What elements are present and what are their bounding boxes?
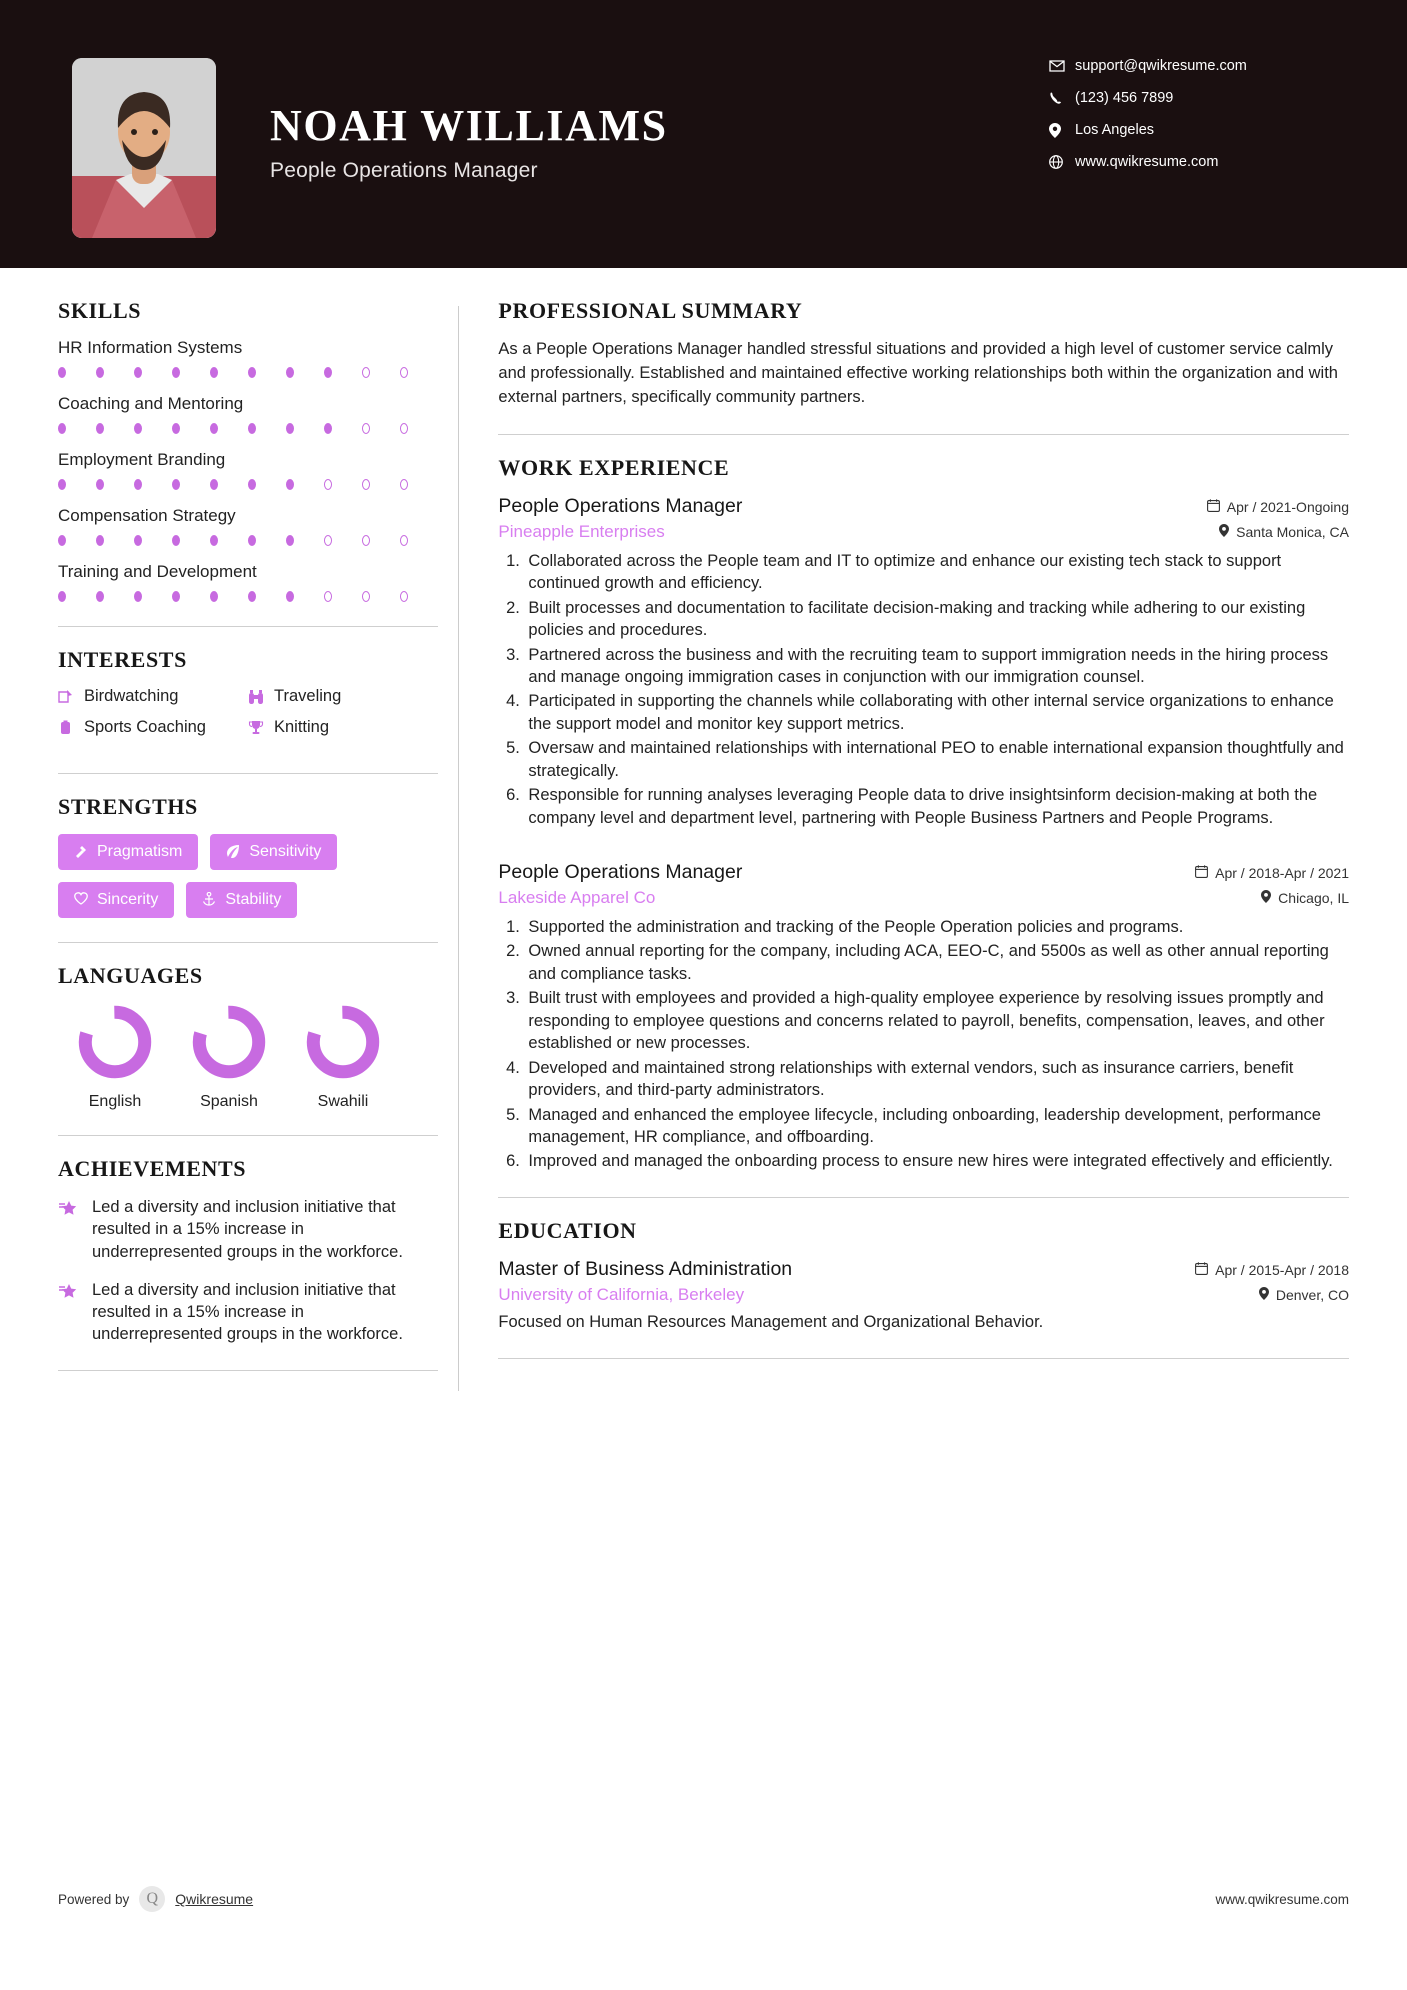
skill-rating (58, 591, 438, 602)
education-subheader (498, 1285, 1349, 1305)
divider (498, 434, 1349, 435)
rating-dot (248, 535, 256, 546)
location-pin-icon (1259, 1287, 1269, 1303)
whistle-icon (58, 720, 84, 736)
skill-item (58, 450, 438, 490)
education-dates (1195, 1262, 1349, 1278)
job-bullet: 6. Improved and managed the onboarding process to ensure new hires were integrated effectively and efficiently. (524, 1150, 1349, 1172)
interest-item (58, 718, 248, 737)
rating-dot (286, 591, 294, 602)
job-location-text: Santa Monica, CA (1236, 523, 1349, 540)
name-block (270, 100, 1049, 183)
rating-dot (210, 591, 218, 602)
rating-dot (248, 367, 256, 378)
job-subheader (498, 522, 1349, 542)
contact-list (1049, 58, 1349, 186)
interest-label: Traveling (274, 687, 342, 705)
achievement-text: Led a diversity and inclusion initiative that resulted in a 15% increase in underrepresented groups in the workforce. (92, 1198, 403, 1261)
rating-dot (172, 423, 180, 434)
skill-rating (58, 367, 438, 378)
footer-website: www.qwikresume.com (1215, 1891, 1349, 1907)
job-title: People Operations Manager (498, 861, 743, 884)
job-header (498, 495, 1349, 518)
skill-rating (58, 535, 438, 546)
calendar-icon (1195, 1262, 1208, 1278)
rating-dot (362, 423, 370, 434)
star-badge-icon (58, 1196, 92, 1263)
rating-dot (172, 591, 180, 602)
divider (58, 1370, 438, 1371)
language-label: Swahili (317, 1093, 369, 1110)
job-bullet: 1. Supported the administration and tracking of the People Operation policies and programs. (524, 916, 1349, 938)
language-label: Spanish (200, 1093, 258, 1110)
rating-dot (248, 423, 256, 434)
achievement-text: Led a diversity and inclusion initiative that resulted in a 15% increase in underrepresented groups in the workforce. (92, 1280, 403, 1344)
job-bullet: 6. Responsible for running analyses leveraging People data to drive insightsinform decision-making at both the company level and department level, partnering with People Business Partners and People Programs. (524, 784, 1349, 829)
rating-dot (58, 591, 66, 602)
experience-item (498, 495, 1349, 829)
interest-label: Birdwatching (84, 687, 179, 705)
rating-dot (96, 423, 104, 434)
job-bullet: 2. Built processes and documentation to facilitate decision-making and tracking while adhering to our existing policies and procedures. (524, 597, 1349, 642)
rating-dot (134, 367, 142, 378)
rating-dot (58, 535, 66, 546)
rating-dot (96, 535, 104, 546)
rating-dot (400, 591, 408, 602)
rating-dot (134, 423, 142, 434)
strength-label: Stability (225, 891, 282, 908)
brand-link[interactable]: Qwikresume (175, 1891, 254, 1907)
contact-email-text: support@qwikresume.com (1075, 58, 1247, 74)
resume-body (0, 268, 1407, 1391)
anchor-icon (202, 892, 216, 909)
education-description: Focused on Human Resources Management and Organizational Behavior. (498, 1312, 1044, 1331)
job-dates (1207, 499, 1349, 515)
skill-label: Coaching and Mentoring (58, 394, 244, 413)
rating-dot (96, 479, 104, 490)
company-name: Pineapple Enterprises (498, 521, 665, 541)
interest-label: Knitting (274, 718, 330, 736)
divider (58, 942, 438, 943)
sidebar (58, 298, 458, 1391)
summary-heading: PROFESSIONAL SUMMARY (498, 298, 803, 323)
rating-dot (172, 367, 180, 378)
job-bullet: 5. Managed and enhanced the employee lifecycle, including onboarding, leadership development, performance management, HR compliance, and offboarding. (524, 1104, 1349, 1149)
globe-icon (1049, 155, 1075, 169)
candidate-name: NOAH WILLIAMS (270, 101, 668, 150)
rating-dot (248, 591, 256, 602)
job-dates (1195, 865, 1349, 881)
interests-heading: INTERESTS (58, 647, 187, 672)
experience-heading: WORK EXPERIENCE (498, 454, 730, 480)
contact-location[interactable] (1049, 122, 1349, 138)
school-name: University of California, Berkeley (498, 1284, 745, 1304)
contact-phone[interactable] (1049, 90, 1349, 106)
language-progress-ring (76, 1003, 154, 1081)
rating-dot (58, 479, 66, 490)
rating-dot (134, 535, 142, 546)
job-location-text: Chicago, IL (1278, 890, 1349, 907)
degree-title: Master of Business Administration (498, 1257, 793, 1280)
rating-dot (362, 479, 370, 490)
education-header (498, 1258, 1349, 1281)
rating-dot (248, 479, 256, 490)
skill-item (58, 394, 438, 434)
skill-label: Compensation Strategy (58, 506, 236, 525)
job-bullet: 3. Partnered across the business and with the recruiting team to support immigration needs in the hiring process and manage ongoing immigration cases in conjunction with our immigration counsel. (524, 644, 1349, 689)
rating-dot (58, 423, 66, 434)
language-progress-ring (190, 1003, 268, 1081)
divider (498, 1197, 1349, 1198)
job-bullet: 4. Participated in supporting the channels while collaborating with other internal service organizations to enhance the support model and monitor key support metrics. (524, 690, 1349, 735)
rating-dot (324, 535, 332, 546)
rating-dot (286, 423, 294, 434)
job-dates-text: Apr / 2018-Apr / 2021 (1215, 865, 1349, 882)
powered-by-label: Powered by (58, 1891, 130, 1907)
strength-label: Pragmatism (97, 843, 183, 860)
job-bullet: 1. Collaborated across the People team and IT to optimize and enhance our existing tech stack to support continued growth and efficiency. (524, 550, 1349, 595)
skill-label: Employment Branding (58, 450, 226, 469)
language-item (286, 1003, 400, 1111)
rating-dot (286, 535, 294, 546)
job-bullet: 3. Built trust with employees and provided a high-quality employee experience by resolving issues promptly and responding to employee questions and concerns related to payroll, benefits, compensation, leaves, and other established or new processes. (524, 987, 1349, 1054)
rating-dot (172, 479, 180, 490)
strengths-heading: STRENGTHS (58, 794, 198, 819)
leaf-icon (226, 844, 240, 861)
location-pin-icon (1049, 123, 1075, 138)
interest-item (58, 687, 248, 706)
rating-dot (58, 367, 66, 378)
rating-dot (172, 535, 180, 546)
resume-header (0, 0, 1407, 268)
job-dates-text: Apr / 2021-Ongoing (1226, 498, 1349, 515)
skill-item (58, 562, 438, 602)
rating-dot (400, 367, 408, 378)
summary-text: As a People Operations Manager handled stressful situations and provided a high level of customer service calmly and professionally. Established and maintained effective working relationships both within the organization and with external partners, specifically community partners. (498, 340, 1338, 406)
job-bullets (524, 550, 1349, 829)
achievements-heading: ACHIEVEMENTS (58, 1156, 247, 1181)
divider (58, 1135, 438, 1136)
rating-dot (210, 367, 218, 378)
education-location-text: Denver, CO (1275, 1286, 1349, 1303)
skill-label: HR Information Systems (58, 338, 243, 357)
page-footer (0, 1886, 1407, 1912)
rating-dot (134, 479, 142, 490)
company-name: Lakeside Apparel Co (498, 888, 656, 908)
rating-dot (210, 423, 218, 434)
job-bullets (524, 916, 1349, 1173)
rating-dot (324, 423, 332, 434)
achievement-item (58, 1279, 438, 1346)
education-item (498, 1258, 1349, 1332)
interests-list (58, 687, 438, 749)
heart-icon (74, 892, 88, 908)
skill-label: Training and Development (58, 562, 257, 581)
job-bullet: 2. Owned annual reporting for the company, including ACA, EEO-C, and 5500s as well as other annual reporting and compliance tasks. (524, 940, 1349, 985)
interest-label: Sports Coaching (84, 718, 206, 736)
skill-rating (58, 479, 438, 490)
rating-dot (286, 479, 294, 490)
achievement-item (58, 1196, 438, 1263)
rating-dot (286, 367, 294, 378)
rating-dot (362, 367, 370, 378)
strength-chip (210, 834, 337, 870)
skills-heading: SKILLS (58, 298, 142, 323)
calendar-icon (1195, 865, 1208, 881)
rating-dot (324, 367, 332, 378)
education-heading: EDUCATION (498, 1217, 637, 1243)
language-progress-ring (304, 1003, 382, 1081)
avatar (72, 58, 216, 238)
bird-icon (58, 689, 84, 705)
education-dates-text: Apr / 2015-Apr / 2018 (1215, 1261, 1349, 1278)
strength-chip (186, 882, 297, 918)
location-pin-icon (1219, 524, 1229, 540)
strength-chip (58, 834, 198, 870)
rating-dot (362, 591, 370, 602)
interest-item (248, 687, 438, 706)
spacer (498, 831, 1349, 857)
contact-email[interactable] (1049, 58, 1349, 74)
hammer-icon (74, 844, 88, 861)
candidate-role: People Operations Manager (270, 159, 538, 182)
contact-location-text: Los Angeles (1075, 122, 1155, 138)
divider (58, 773, 438, 774)
strength-chip (58, 882, 174, 918)
calendar-icon (1207, 499, 1220, 515)
language-item (58, 1003, 172, 1111)
language-label: English (88, 1093, 142, 1110)
contact-website[interactable] (1049, 154, 1349, 170)
rating-dot (96, 367, 104, 378)
rating-dot (134, 591, 142, 602)
job-location (1261, 890, 1349, 906)
divider (58, 626, 438, 627)
experience-item (498, 861, 1349, 1173)
strength-label: Sensitivity (249, 843, 322, 860)
rating-dot (400, 535, 408, 546)
job-header (498, 861, 1349, 884)
star-badge-icon (58, 1279, 92, 1346)
education-location (1259, 1287, 1349, 1303)
skill-rating (58, 423, 438, 434)
location-pin-icon (1261, 890, 1271, 906)
rating-dot (96, 591, 104, 602)
trophy-icon (248, 720, 274, 736)
language-item (172, 1003, 286, 1111)
strengths-list (58, 834, 438, 918)
strength-label: Sincerity (97, 891, 159, 908)
interest-item (248, 718, 438, 737)
contact-website-text: www.qwikresume.com (1075, 154, 1219, 170)
divider (498, 1358, 1349, 1359)
job-title: People Operations Manager (498, 494, 743, 517)
languages-list (58, 1003, 438, 1111)
rating-dot (362, 535, 370, 546)
job-location (1219, 524, 1349, 540)
rating-dot (400, 479, 408, 490)
rating-dot (210, 479, 218, 490)
rating-dot (324, 591, 332, 602)
job-bullet: 4. Developed and maintained strong relationships with external vendors, such as insurance carriers, benefit providers, and third-party administrators. (524, 1057, 1349, 1102)
contact-phone-text: (123) 456 7899 (1075, 90, 1174, 106)
languages-heading: LANGUAGES (58, 963, 203, 988)
rating-dot (324, 479, 332, 490)
qwikresume-logo-icon: Q (139, 1886, 165, 1912)
job-bullet: 5. Oversaw and maintained relationships with international PEO to enable international expansion thoughtfully and strategically. (524, 737, 1349, 782)
binoculars-icon (248, 689, 274, 705)
main-content (482, 298, 1349, 1391)
rating-dot (400, 423, 408, 434)
job-subheader (498, 888, 1349, 908)
phone-icon (1049, 91, 1075, 105)
skill-item (58, 506, 438, 546)
envelope-icon (1049, 60, 1075, 72)
skill-item (58, 338, 438, 378)
rating-dot (210, 535, 218, 546)
